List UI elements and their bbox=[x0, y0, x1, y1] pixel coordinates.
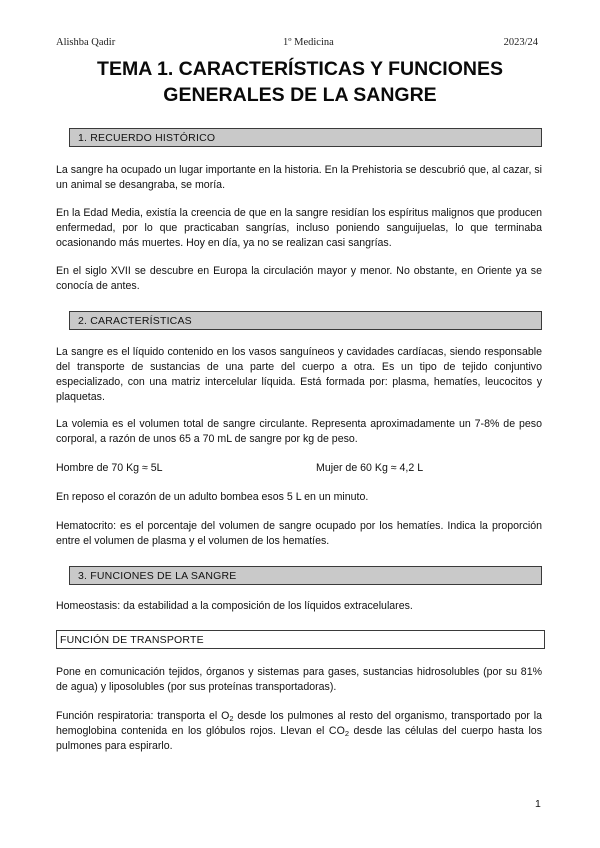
respiratoria-text-a: Función respiratoria: transporta el O bbox=[56, 710, 230, 722]
paragraph-volemia: La volemia es el volumen total de sangre circulante. Representa aproximadamente un 7-8% de peso corporal, a razón de unos 65 a 70 mL de sangre por kg de peso. bbox=[56, 418, 542, 445]
header-course: 1º Medicina bbox=[283, 37, 334, 48]
volemia-mujer: Mujer de 60 Kg ≈ 4,2 L bbox=[316, 462, 424, 474]
paragraph-reposo: En reposo el corazón de un adulto bombea esos 5 L en un minuto. bbox=[56, 491, 369, 503]
paragraph-homeostasis: Homeostasis: da estabilidad a la composición de los líquidos extracelulares. bbox=[56, 600, 413, 612]
page-header bbox=[56, 37, 538, 51]
section-heading-caracteristicas: 2. CARACTERÍSTICAS bbox=[69, 311, 542, 330]
header-author: Alishba Qadir bbox=[56, 37, 116, 48]
paragraph-definicion-sangre: La sangre es el líquido contenido en los vasos sanguíneos y cavidades cardíacas, siendo responsable del transporte de sustancias de una parte del cuerpo a otra. Es un tipo de tejido conjuntivo especializado, con una matriz intercelular líquida. Está formada por: plasma, hematíes, leucocitos y plaquetas. bbox=[56, 346, 542, 403]
document-title bbox=[40, 56, 560, 108]
title-line-2: GENERALES DE LA SANGRE bbox=[163, 84, 437, 106]
page-number: 1 bbox=[535, 798, 541, 810]
section-heading-recuerdo: 1. RECUERDO HISTÓRICO bbox=[69, 128, 542, 147]
subscript-co2: 2 bbox=[344, 729, 349, 738]
respiratoria-text-b: desde los pulmones al resto del organismo, transportado por la hemoglobina contenida en los glóbulos rojos. Llevan el CO bbox=[56, 710, 543, 737]
paragraph-funcion-respiratoria bbox=[56, 709, 542, 754]
paragraph-siglo-xvii: En el siglo XVII se descubre en Europa la circulación mayor y menor. No obstante, en Oriente ya se conocía de antes. bbox=[56, 265, 542, 292]
paragraph-prehistoria: La sangre ha ocupado un lugar importante en la historia. En la Prehistoria se descubrió que, al cazar, si un animal se desangraba, se moría. bbox=[56, 164, 542, 191]
volemia-hombre: Hombre de 70 Kg ≈ 5L bbox=[56, 462, 163, 474]
header-year: 2023/24 bbox=[503, 37, 538, 48]
paragraph-transporte: Pone en comunicación tejidos, órganos y sistemas para gases, sustancias hidrosolubles (por su 81% de agua) y liposolubles (por sus proteínas transportadoras). bbox=[56, 666, 542, 693]
paragraph-edad-media: En la Edad Media, existía la creencia de que en la sangre residían los espíritus malignos que producen enfermedad, por lo que practicaban sangrías, incluso poniendo sanguijuelas, lo que terminaba ocasionando más muertes. Hoy en día, ya no se realizan casi sangrías. bbox=[56, 207, 542, 249]
subscript-o2: 2 bbox=[229, 714, 234, 723]
subsection-heading-transporte: FUNCIÓN DE TRANSPORTE bbox=[56, 630, 545, 649]
section-heading-funciones: 3. FUNCIONES DE LA SANGRE bbox=[69, 566, 542, 585]
title-line-1: TEMA 1. CARACTERÍSTICAS Y FUNCIONES bbox=[97, 58, 503, 80]
paragraph-hematocrito: Hematocrito: es el porcentaje del volumen de sangre ocupado por los hematíes. Indica la proporción entre el volumen de plasma y el volumen de los hematíes. bbox=[56, 520, 542, 547]
respiratoria-text-c: desde las células del cuerpo hasta los pulmones para espirarlo. bbox=[56, 725, 542, 752]
